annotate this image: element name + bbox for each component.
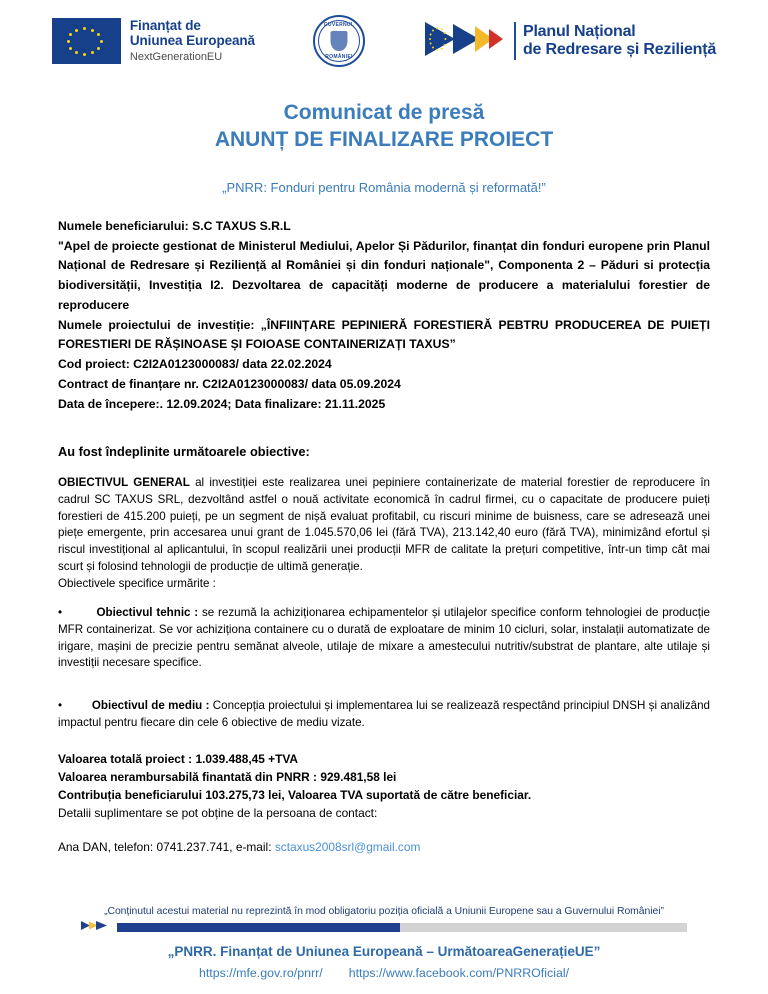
total-value-line: Valoarea totală proiect : 1.039.488,45 +TVA	[58, 752, 299, 767]
additional-details-line: Detalii suplimentare se pot obține de la persoana de contact:	[58, 805, 378, 820]
project-code-line: Cod proiect: C2I2A0123000083/ data 22.02.2024	[58, 357, 332, 372]
document-footer	[0, 906, 768, 980]
pnrr-arrows-icon	[423, 18, 507, 65]
footer-progress-bar	[0, 921, 768, 933]
eu-logo-line3: NextGenerationEU	[129, 51, 223, 64]
header-logo-strip	[0, 0, 768, 74]
pnrr-logo-line2: de Redresare și Reziliență	[522, 41, 717, 58]
footer-disclaimer: „Conținutul acestui material nu reprezintă în mod obligatoriu poziția oficială a Uniunii Europene sau a Guvernului României”	[104, 906, 664, 917]
page-title	[0, 100, 768, 154]
contract-line: Contract de finanțare nr. C2I2A0123000083/ data 05.09.2024	[58, 376, 401, 391]
objective-tech-text: se rezumă la achiziționarea echipamentelor și utilajelor specifice conform tehnologiei de producție MFR containerizat. Se vor achiziționa containere cu o durată de exploatare de minim 10 cicluri, solar, instalații automatizate de irigare, mașini de precizie pentru semănat alveole, utilaje de mixare a amestecului nutritiv/substrat de plantare, alte utilaje și investiții necesare specifice.	[58, 606, 710, 670]
document-body	[58, 195, 710, 857]
footer-bar-grey-segment	[400, 923, 687, 932]
contact-person-line	[58, 839, 710, 857]
footer-arrow-icon	[81, 918, 117, 936]
page-subtitle: „PNRR: Fonduri pentru România modernă și reformată!”	[222, 179, 546, 195]
general-objective-text: al investiției este realizarea unei pepiniere containerizate de material forestier de reproducere în cadrul SC TAXUS SRL, dezvoltând astfel o nouă activitate economică în cadrul firmei, cu o capacitate de producere puieți forestieri de 415.200 puieți, pe un segment de nișă evaluat profitabil, cu riscuri minime de buisness, care se adresează unei piețe emergente, prin accesarea unui grant de 1.045.570,06 lei (fără TVA), 213.142,40 euro (fără TVA), minimizând efortul și riscul investițional al aplicantului, în scopul realizării unei producții MFR de calitate la prețuri competitive, într-un timp cât mai scurt și folosind tehnologii de producție de ultimă generație.	[58, 476, 710, 573]
eu-logo-line1: Finanțat de	[129, 18, 201, 34]
pnrr-logo	[423, 18, 716, 65]
call-paragraph: "Apel de proiecte gestionat de Ministerul Mediului, Apelor Și Pădurilor, finanțat din fonduri europene prin Planul Național de Redresare și Reziliență al României și din fonduri naționale", Componenta 2 – Păduri si protecția biodiversității, Investiția I2. Dezvoltarea de capacități moderne de producere a materialului forestier de reproducere	[58, 238, 710, 312]
footer-title: „PNRR. Finanțat de Uniunea Europeană – UrmătoareaGenerațieUE”	[167, 944, 601, 959]
project-name-line: Numele proiectului de investiție: „ÎNFIINȚARE PEPINIERĂ FORESTIERĂ PEBTRU PRODUCEREA DE PUIEȚI FORESTIERI DE RĂȘINOASE ȘI FOIOASE CONTAINERIZAȚI TAXUS”	[58, 317, 710, 352]
bullet-icon: •	[58, 606, 63, 620]
beneficiary-line: Numele beneficiarului: S.C TAXUS S.R.L	[58, 218, 291, 233]
grant-value-line: Valoarea nerambursabilă finantată din PNRR : 929.481,58 lei	[58, 770, 397, 785]
footer-link-facebook[interactable]: https://www.facebook.com/PNRROficial/	[348, 966, 570, 980]
pnrr-logo-divider	[514, 22, 516, 60]
title-line-2: ANUNȚ DE FINALIZARE PROIECT	[214, 127, 554, 151]
bullet-icon: •	[58, 698, 63, 712]
eu-funding-logo	[52, 18, 255, 64]
specific-objectives-intro: Obiectivele specifice urmărite :	[58, 576, 216, 590]
eu-flag-icon	[52, 18, 121, 64]
general-objective-paragraph	[58, 475, 710, 575]
objectives-heading: Au fost îndeplinite următoarele obiective:	[58, 444, 310, 460]
objective-environment-text: Concepția proiectului și implementarea lui se realizează respectând principiul DNSH și analizând impactul pentru fiecare din cele 6 obiective de mediu vizate.	[58, 698, 710, 729]
objective-tech-label: Obiectivul tehnic :	[96, 606, 199, 620]
pnrr-logo-line1: Planul Național	[522, 22, 636, 40]
romania-government-seal-icon	[313, 15, 365, 67]
eu-logo-text	[130, 18, 255, 64]
objective-environment-row	[58, 698, 710, 731]
objective-tech-row	[58, 605, 710, 672]
footer-bar-blue-segment	[117, 923, 400, 932]
objective-environment-label: Obiectivul de mediu :	[91, 698, 210, 712]
gov-seal-bottom-text: ROMÂNIEI	[325, 54, 353, 60]
contact-prefix-text: Ana DAN, telefon: 0741.237.741, e-mail:	[58, 839, 275, 854]
gov-seal-top-text: GUVERNUL	[323, 22, 355, 28]
eu-logo-line2: Uniunea Europeană	[129, 33, 255, 49]
beneficiary-contribution-line: Contribuția beneficiarului 103.275,73 lei, Valoarea TVA suportată de către beneficiar.	[58, 788, 532, 803]
contact-email-link[interactable]: sctaxus2008srl@gmail.com	[274, 839, 421, 854]
footer-link-mfe[interactable]: https://mfe.gov.ro/pnrr/	[198, 966, 323, 980]
pnrr-logo-text	[523, 23, 716, 59]
title-line-1: Comunicat de presă	[283, 101, 485, 124]
general-objective-label: OBIECTIVUL GENERAL	[58, 476, 190, 490]
financial-summary	[58, 751, 710, 822]
project-dates-line: Data de începere:. 12.09.2024; Data finalizare: 21.11.2025	[58, 396, 386, 411]
footer-links	[0, 966, 768, 980]
